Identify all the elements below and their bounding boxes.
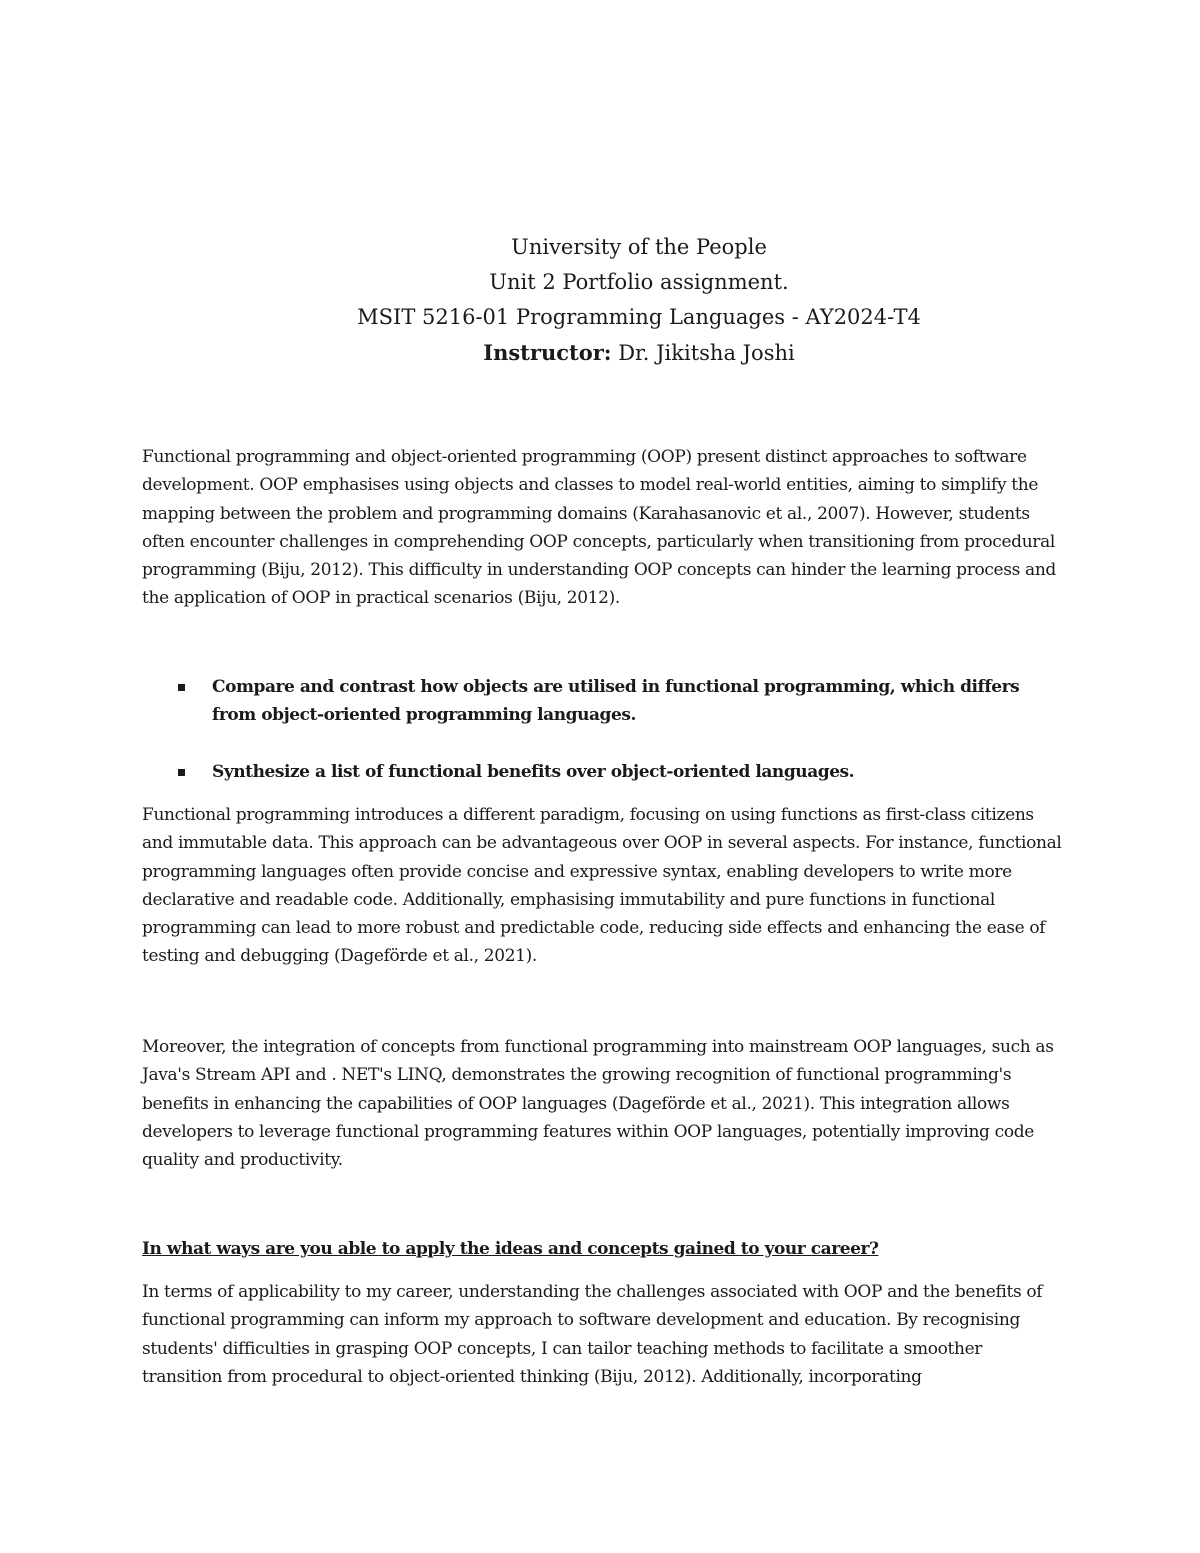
instructor-name: Dr. Jikitsha Joshi xyxy=(611,341,795,365)
functional-benefits-paragraph xyxy=(142,801,1062,971)
integration-paragraph xyxy=(142,1033,1062,1174)
paragraph-text: Moreover, the integration of concepts from functional programming into mainstream OOP languages, such as Java's Stream API and . NET's LINQ, demonstrates the growing recognition of functional programming's benefits in enhancing the capabilities of OOP languages (Dageförde et al., 2021). This integration allows developers to leverage functional programming features within OOP languages, potentially improving code quality and productivity. xyxy=(142,1037,1054,1171)
university-name: University of the People xyxy=(511,235,767,259)
list-item xyxy=(142,758,1062,786)
title-block xyxy=(0,230,1200,371)
paragraph-text: In terms of applicability to my career, understanding the challenges associated with OOP and the benefits of functional programming can inform my approach to software development and education. By recognising students' difficulties in grasping OOP concepts, I can tailor teaching methods to facilitate a smoother transition from procedural to object-oriented thinking (Biju, 2012). Additionally, incorporating xyxy=(142,1282,1043,1387)
bullet-text: Synthesize a list of functional benefits over object-oriented languages. xyxy=(212,762,855,782)
assignment-title: Unit 2 Portfolio assignment. xyxy=(489,270,789,294)
career-paragraph xyxy=(142,1278,1062,1391)
paragraph-text: Functional programming introduces a different paradigm, focusing on using functions as first-class citizens and immutable data. This approach can be advantageous over OOP in several aspects. For instance, functional programming languages often provide concise and expressive syntax, enabling developers to write more declarative and readable code. Additionally, emphasising immutability and pure functions in functional programming can lead to more robust and predictable code, reducing side effects and enhancing the ease of testing and debugging (Dageförde et al., 2021). xyxy=(142,805,1062,967)
instructor-line xyxy=(0,335,1200,371)
course-title: MSIT 5216-01 Programming Languages - AY2024-T4 xyxy=(357,305,921,329)
square-bullet-icon xyxy=(178,769,185,776)
list-item xyxy=(142,673,1062,730)
intro-paragraph-text: Functional programming and object-oriented programming (OOP) present distinct approaches to software development. OOP emphasises using objects and classes to model real-world entities, aiming to simplify the mapping between the problem and programming domains (Karahasanovic et al., 2007). However, students often encounter challenges in comprehending OOP concepts, particularly when transitioning from procedural programming (Biju, 2012). This difficulty in understanding OOP concepts can hinder the learning process and the application of OOP in practical scenarios (Biju, 2012). xyxy=(142,447,1056,609)
career-heading: In what ways are you able to apply the ideas and concepts gained to your career? xyxy=(142,1239,879,1259)
intro-paragraph xyxy=(142,443,1062,613)
bullet-text: Compare and contrast how objects are utilised in functional programming, which differs from object-oriented programming languages. xyxy=(212,677,1020,726)
square-bullet-icon xyxy=(178,684,185,691)
instructor-label: Instructor: xyxy=(483,340,612,365)
